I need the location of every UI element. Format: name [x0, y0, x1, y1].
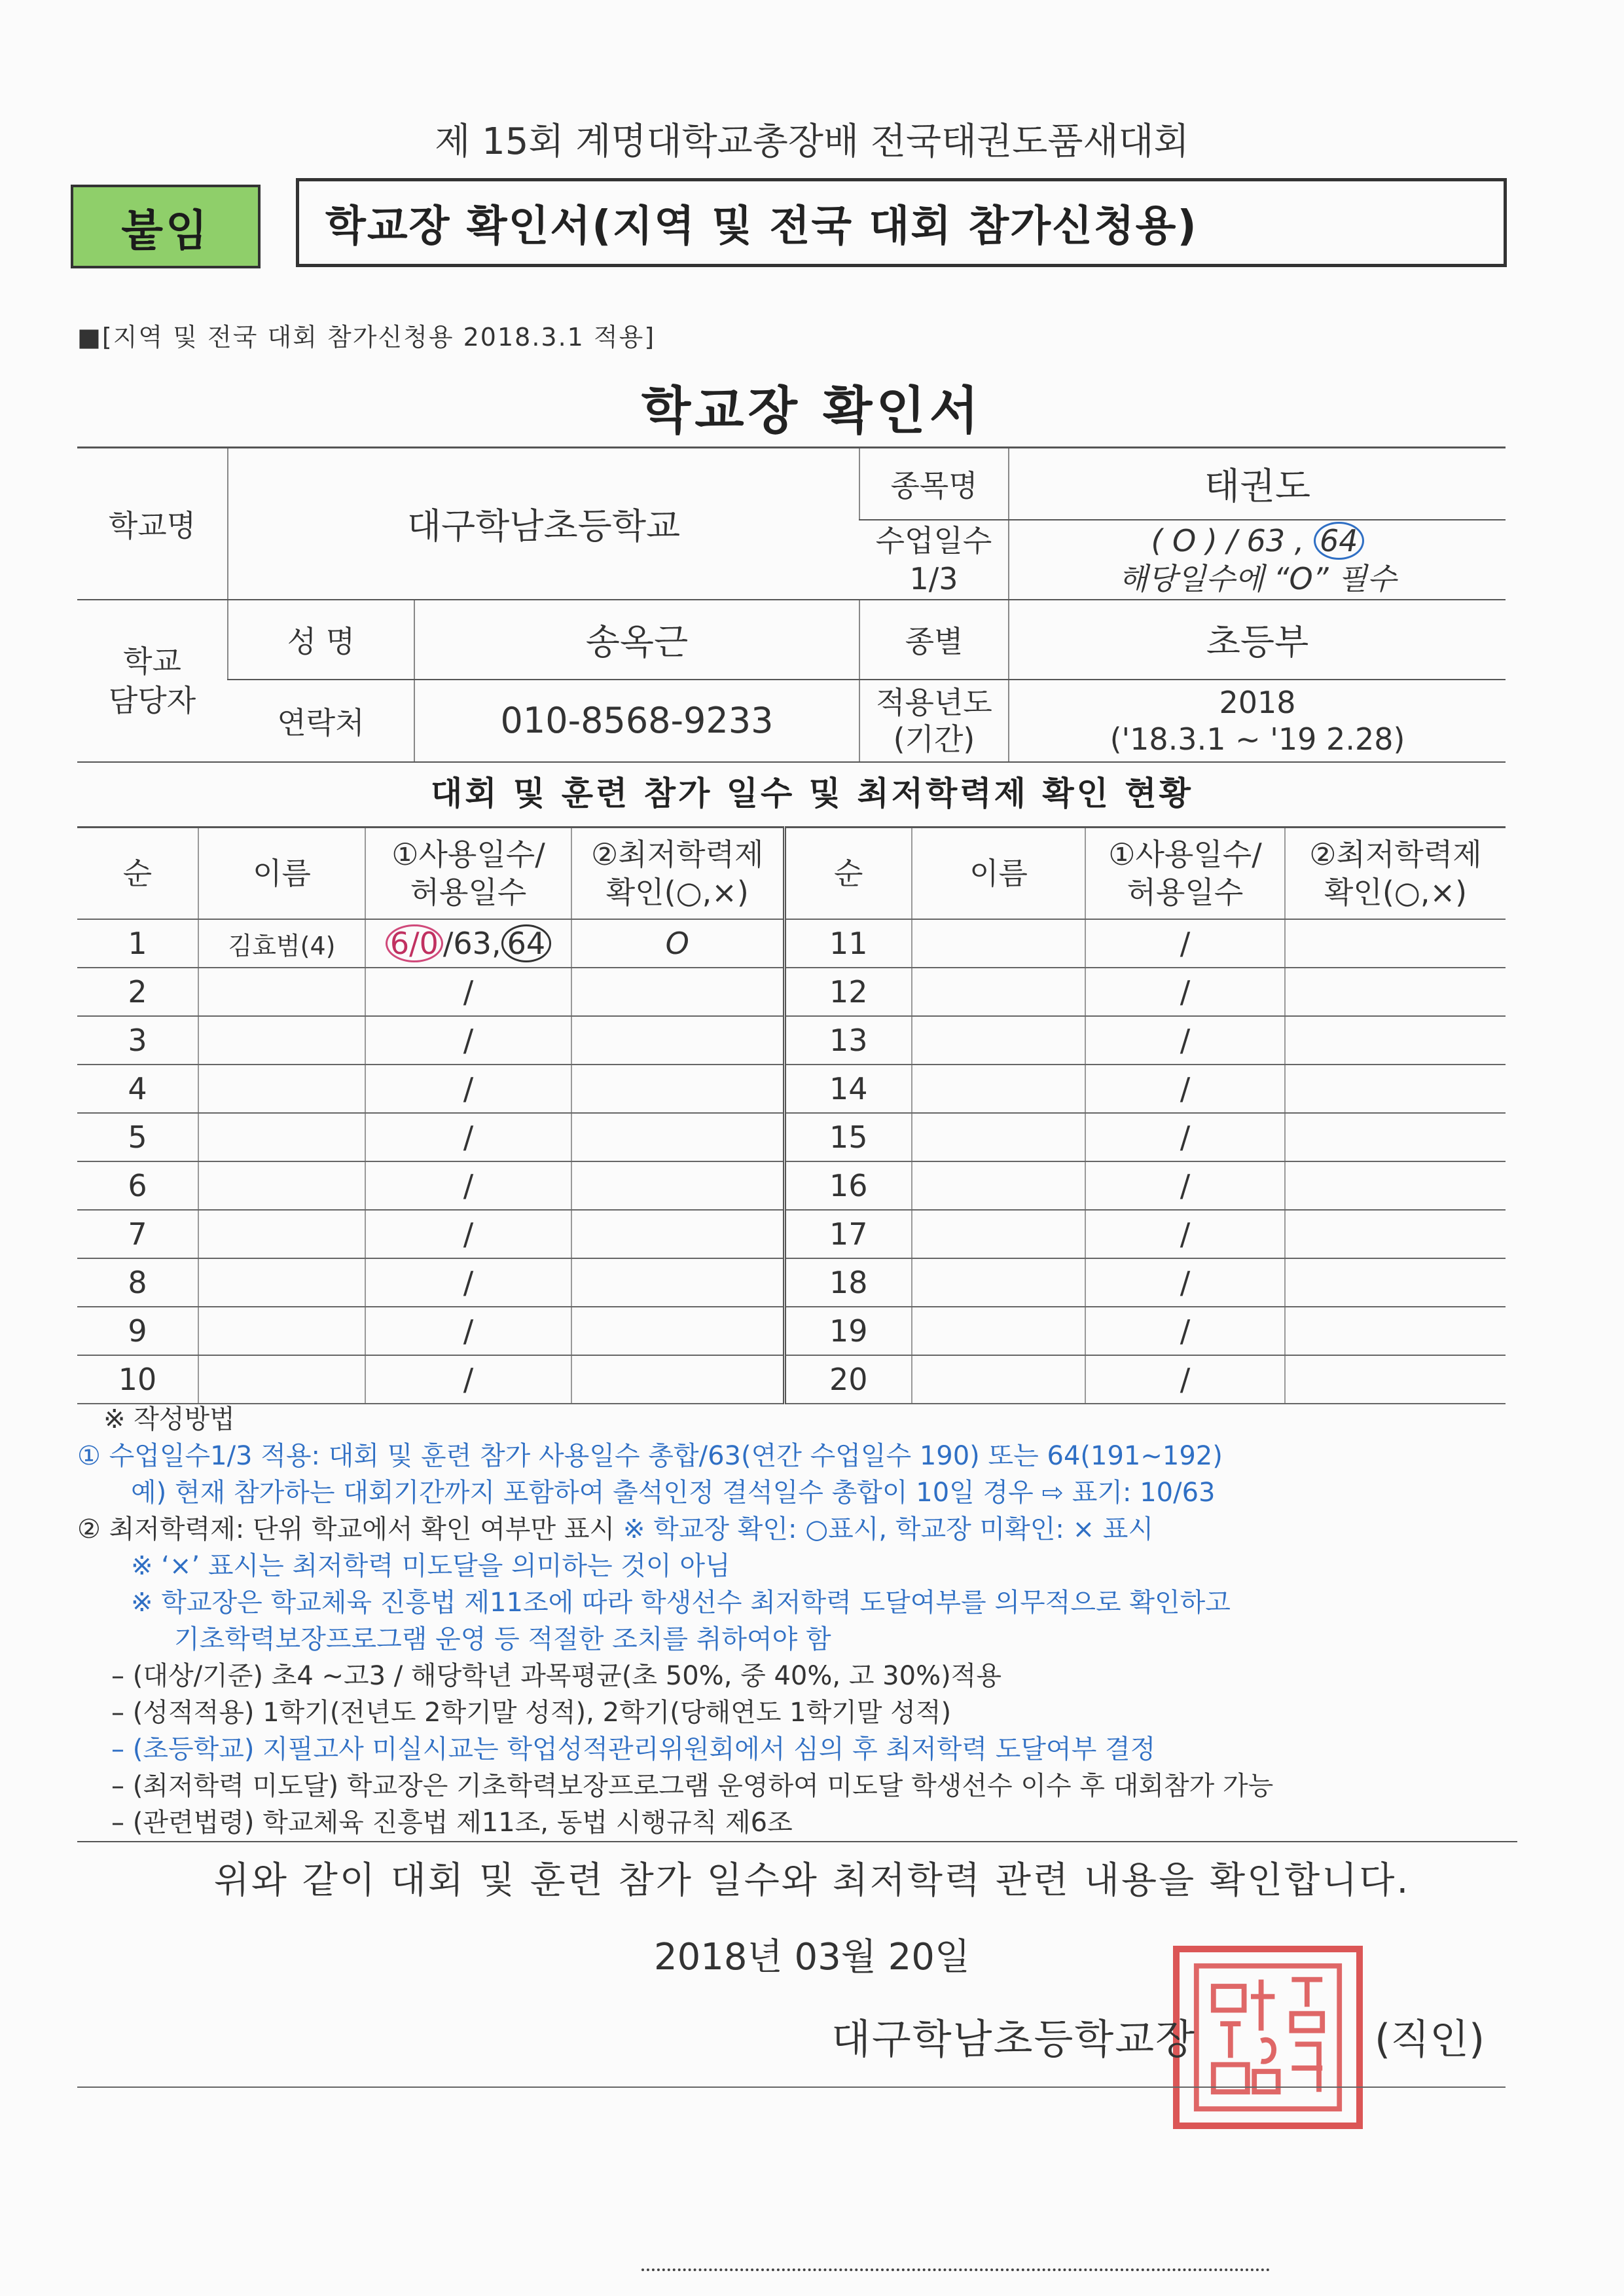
row-name: 김효범(4) — [198, 919, 365, 968]
row-check-right — [1285, 1355, 1506, 1404]
row-days-right: / — [1085, 1307, 1285, 1355]
row-name-right — [912, 1065, 1085, 1113]
detail-not-reached: – (최저학력 미도달) 학교장은 기초학력보장프로그램 운영하여 미도달 학생선수 이수 후 대회참가 가능 — [111, 1771, 1274, 1801]
row-name-right — [912, 1161, 1085, 1210]
row-no-right: 14 — [784, 1065, 912, 1113]
header-days-line2: 허용일수 — [410, 875, 527, 910]
document-title: 학교장 확인서 — [641, 382, 983, 441]
division-value: 초등부 — [1009, 600, 1506, 680]
row-check-right — [1285, 1016, 1506, 1065]
row-name — [198, 1113, 365, 1161]
section-title: 대회 및 훈련 참가 일수 및 최저학력제 확인 현황 — [431, 774, 1193, 812]
header-name: 이름 — [198, 828, 365, 920]
row-check-right — [1285, 1065, 1506, 1113]
header-check-line1: ②최저학력제 — [591, 837, 764, 872]
phone-value: 010-8568-9233 — [414, 680, 859, 762]
row-no-right: 11 — [784, 919, 912, 968]
row-days-right: / — [1085, 1113, 1285, 1161]
table-row — [77, 1258, 1506, 1307]
school-info-table — [77, 446, 1506, 763]
school-name-label: 학교명 — [77, 448, 228, 600]
period-year: 2018 — [1219, 684, 1296, 720]
row-days: / — [365, 1258, 571, 1307]
division-label: 종별 — [859, 600, 1009, 680]
row-no: 8 — [77, 1258, 198, 1307]
row-no-right: 18 — [784, 1258, 912, 1307]
instruction-2d: 기초학력보장프로그램 운영 등 적절한 조치를 취하여야 함 — [174, 1624, 831, 1654]
class-days-entry: ( O ) / 63 , — [1151, 522, 1305, 558]
event-label: 종목명 — [859, 448, 1009, 520]
row-check-right — [1285, 1307, 1506, 1355]
row-days-right: / — [1085, 1258, 1285, 1307]
row-days: / — [365, 1210, 571, 1258]
event-value: 태권도 — [1009, 448, 1506, 520]
seal-icon — [1180, 1952, 1356, 2123]
participation-grid — [77, 826, 1506, 1404]
row-name-right — [912, 1113, 1085, 1161]
row-no: 9 — [77, 1307, 198, 1355]
row-no-right: 12 — [784, 968, 912, 1016]
row-name — [198, 1016, 365, 1065]
confirmation-statement: 위와 같이 대회 및 훈련 참가 일수와 최저학력 관련 내용을 확인합니다. — [213, 1859, 1411, 1902]
row-check — [571, 1210, 784, 1258]
row-no-right: 16 — [784, 1161, 912, 1210]
issue-date: 2018년 03월 20일 — [654, 1936, 970, 1978]
row-check — [571, 1113, 784, 1161]
row-no: 2 — [77, 968, 198, 1016]
instruction-1b: 예) 현재 참가하는 대회기간까지 포함하여 출석인정 결석일수 총합이 10일 경우 ⇨ 표기: 10/63 — [131, 1478, 1216, 1508]
seal-label: (직인) — [1375, 2015, 1485, 2063]
class-days-circled: 64 — [1314, 522, 1364, 560]
used-days-circled: 64 — [501, 924, 552, 962]
row-name-right — [912, 1016, 1085, 1065]
header-check-right-line1: ②최저학력제 — [1309, 837, 1482, 872]
table-row — [77, 1016, 1506, 1065]
header-check-line2: 확인(○,×) — [605, 875, 749, 910]
row-days: / — [365, 1355, 571, 1404]
row-no-right: 20 — [784, 1355, 912, 1404]
row-days: / — [365, 1065, 571, 1113]
row-check — [571, 1065, 784, 1113]
bottom-divider — [77, 2086, 1506, 2088]
table-row — [77, 1307, 1506, 1355]
row-days-right: / — [1085, 1065, 1285, 1113]
table-row — [77, 968, 1506, 1016]
contact-label-line2: 담당자 — [108, 682, 196, 718]
table-row — [77, 1355, 1506, 1404]
row-check-right — [1285, 1210, 1506, 1258]
class-days-instruction: 해당일수에 “O” 필수 — [1118, 560, 1397, 596]
row-check — [571, 968, 784, 1016]
row-check — [571, 1355, 784, 1404]
instruction-2a: ② 최저학력제: 단위 학교에서 확인 여부만 표시 — [77, 1514, 615, 1544]
row-days-right: / — [1085, 1161, 1285, 1210]
period-label-line1: 적용년도 — [876, 684, 992, 720]
check-mark: O — [571, 919, 784, 968]
row-check-right — [1285, 1258, 1506, 1307]
row-check-right — [1285, 1113, 1506, 1161]
school-name-value: 대구학남초등학교 — [228, 448, 859, 600]
header-no-right: 순 — [784, 828, 912, 920]
table-row — [77, 1210, 1506, 1258]
row-days-right: / — [1085, 919, 1285, 968]
detail-grades: – (성적적용) 1학기(전년도 2학기말 성적), 2학기(당해연도 1학기말 성적) — [111, 1698, 952, 1728]
row-check — [571, 1307, 784, 1355]
header-days-line1: ①사용일수/ — [391, 837, 545, 872]
detail-elementary: – (초등학교) 지필고사 미실시교는 학업성적관리위원회에서 심의 후 최저학력 도달여부 결정 — [111, 1734, 1156, 1764]
header-no: 순 — [77, 828, 198, 920]
row-no: 7 — [77, 1210, 198, 1258]
attachment-badge: 붙임 — [71, 185, 261, 268]
form-heading: 학교장 확인서(지역 및 전국 대회 참가신청용) — [296, 178, 1507, 267]
row-check-right — [1285, 968, 1506, 1016]
row-days: / — [365, 968, 571, 1016]
row-check — [571, 1161, 784, 1210]
header-name-right: 이름 — [912, 828, 1085, 920]
scan-artifact-line — [641, 2269, 1270, 2271]
detail-law: – (관련법령) 학교체육 진흥법 제11조, 동법 시행규칙 제6조 — [111, 1808, 793, 1838]
detail-target: – (대상/기준) 초4 ~고3 / 해당학년 과목평균(초 50%, 중 40%, 고 30%)적용 — [111, 1661, 1001, 1691]
row-name-right — [912, 1258, 1085, 1307]
row-days: / — [365, 1307, 571, 1355]
row-check-right — [1285, 1161, 1506, 1210]
row-no-right: 13 — [784, 1016, 912, 1065]
table-row — [77, 1161, 1506, 1210]
event-title: 제 15회 계명대학교총장배 전국태권도품새대회 — [435, 120, 1189, 163]
official-seal-stamp — [1173, 1946, 1363, 2129]
row-days: / — [365, 1161, 571, 1210]
instruction-2a-blue: ※ 학교장 확인: ○표시, 학교장 미확인: × 표시 — [623, 1514, 1154, 1544]
period-range: ('18.3.1 ~ '19 2.28) — [1110, 721, 1405, 757]
row-name — [198, 968, 365, 1016]
row-name — [198, 1258, 365, 1307]
table-row — [77, 919, 1506, 968]
row-name — [198, 1161, 365, 1210]
row-days-right: / — [1085, 1016, 1285, 1065]
used-days-handwritten: 6/0 — [386, 924, 443, 962]
writing-instructions — [77, 1401, 1517, 1842]
row-name-right — [912, 1355, 1085, 1404]
header-check-right-line2: 확인(○,×) — [1324, 875, 1468, 910]
row-no: 3 — [77, 1016, 198, 1065]
contact-name-value: 송옥근 — [414, 600, 859, 680]
row-days-right: / — [1085, 1355, 1285, 1404]
row-check — [571, 1258, 784, 1307]
instruction-2c: ※ 학교장은 학교체육 진흥법 제11조에 따라 학생선수 최저학력 도달여부를 의무적으로 확인하고 — [131, 1588, 1231, 1618]
table-row — [77, 1113, 1506, 1161]
class-days-fraction: 1/3 — [909, 560, 958, 596]
row-no: 10 — [77, 1355, 198, 1404]
header-days-right-line1: ①사용일수/ — [1108, 837, 1262, 872]
row-no: 6 — [77, 1161, 198, 1210]
phone-label: 연락처 — [228, 680, 414, 762]
principal-signature: 대구학남초등학교장 — [831, 2015, 1197, 2063]
row-no-right: 15 — [784, 1113, 912, 1161]
row-name — [198, 1307, 365, 1355]
form-applicability-note: ■[지역 및 전국 대회 참가신청용 2018.3.1 적용] — [77, 323, 656, 352]
row-days-right: / — [1085, 968, 1285, 1016]
row-name — [198, 1065, 365, 1113]
class-days-label: 수업일수 — [875, 522, 992, 558]
row-no-right: 19 — [784, 1307, 912, 1355]
row-name — [198, 1210, 365, 1258]
period-label-line2: (기간) — [893, 721, 975, 757]
row-no: 4 — [77, 1065, 198, 1113]
row-days-right: / — [1085, 1210, 1285, 1258]
row-check — [571, 1016, 784, 1065]
row-days: / — [365, 1113, 571, 1161]
row-name-right — [912, 968, 1085, 1016]
header-days-right-line2: 허용일수 — [1127, 875, 1244, 910]
used-days-separator: /63, — [442, 926, 501, 961]
row-name-right — [912, 1210, 1085, 1258]
row-name-right — [912, 919, 1085, 968]
row-no: 1 — [77, 919, 198, 968]
instruction-1a: ① 수업일수1/3 적용: 대회 및 훈련 참가 사용일수 총합/63(연간 수업일수 190) 또는 64(191~192) — [77, 1441, 1223, 1471]
row-check-right — [1285, 919, 1506, 968]
contact-label-line1: 학교 — [123, 643, 181, 679]
row-no-right: 17 — [784, 1210, 912, 1258]
contact-name-label: 성 명 — [228, 600, 414, 680]
row-name-right — [912, 1307, 1085, 1355]
divider — [77, 1841, 1517, 1842]
instruction-2b: ※ ‘×’ 표시는 최저학력 미도달을 의미하는 것이 아님 — [131, 1551, 731, 1581]
instructions-title: ※ 작성방법 — [103, 1404, 235, 1434]
table-row — [77, 1065, 1506, 1113]
row-days: / — [365, 1016, 571, 1065]
row-no: 5 — [77, 1113, 198, 1161]
row-name — [198, 1355, 365, 1404]
